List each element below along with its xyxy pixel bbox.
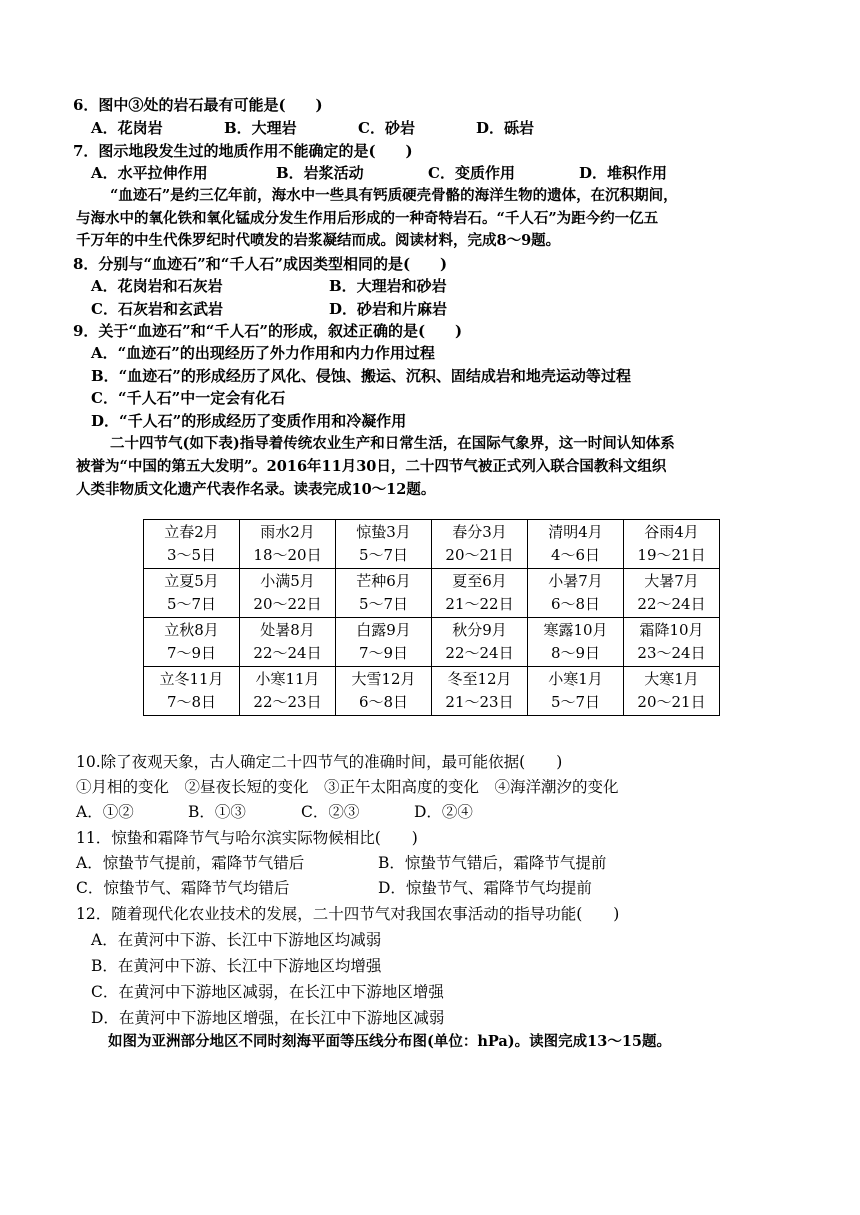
solar-term-name: 大雪12月 xyxy=(351,670,416,688)
solar-term-name: 寒露10月 xyxy=(543,621,608,639)
table-cell xyxy=(528,667,624,716)
solar-term-name: 秋分9月 xyxy=(452,621,507,639)
table-row xyxy=(144,618,720,667)
solar-term-name: 大寒1月 xyxy=(644,670,699,688)
question-7-option-c: C．变质作用 xyxy=(428,164,515,182)
solar-term-name: 小寒11月 xyxy=(255,670,320,688)
solar-term-dates: 7～8日 xyxy=(166,693,217,711)
solar-term-dates: 20～21日 xyxy=(445,546,514,564)
solar-term-name: 谷雨4月 xyxy=(644,523,699,541)
solar-term-dates: 5～7日 xyxy=(166,595,217,613)
table-row xyxy=(144,520,720,569)
table-cell xyxy=(528,520,624,569)
question-11-stem: 11．惊蛰和霜降节气与哈尔滨实际物候相比( ) xyxy=(76,829,418,847)
solar-term-name: 春分3月 xyxy=(452,523,507,541)
question-8-option-b: B．大理岩和砂岩 xyxy=(329,277,447,295)
solar-terms-table xyxy=(143,519,720,716)
solar-term-name: 处暑8月 xyxy=(260,621,315,639)
question-11-option-c: C．惊蛰节气、霜降节气均错后 xyxy=(76,879,290,897)
table-cell xyxy=(432,667,528,716)
question-12-stem: 12．随着现代化农业技术的发展，二十四节气对我国农事活动的指导功能( ) xyxy=(76,905,620,923)
table-cell xyxy=(144,520,240,569)
question-11-option-a: A．惊蛰节气提前，霜降节气错后 xyxy=(76,854,305,872)
solar-term-name: 芒种6月 xyxy=(356,572,411,590)
solar-term-name: 小寒1月 xyxy=(548,670,603,688)
question-8-option-a: A．花岗岩和石灰岩 xyxy=(91,277,223,295)
solar-term-dates: 4～6日 xyxy=(550,546,601,564)
solar-term-dates: 5～7日 xyxy=(358,546,409,564)
question-9-option-d: D．“千人石”的形成经历了变质作用和冷凝作用 xyxy=(91,412,407,430)
table-cell xyxy=(624,667,720,716)
table-cell xyxy=(336,667,432,716)
table-cell xyxy=(240,520,336,569)
table-cell xyxy=(432,618,528,667)
question-6-stem: 6．图中③处的岩石最有可能是( ) xyxy=(73,96,323,114)
solar-term-name: 清明4月 xyxy=(548,523,603,541)
question-12-option-a: A．在黄河中下游、长江中下游地区均减弱 xyxy=(91,931,382,949)
table-cell xyxy=(528,569,624,618)
solar-term-name: 立秋8月 xyxy=(164,621,219,639)
solar-term-name: 雨水2月 xyxy=(260,523,315,541)
question-7-stem: 7．图示地段发生过的地质作用不能确定的是( ) xyxy=(73,142,413,160)
table-row xyxy=(144,569,720,618)
passage-3: 如图为亚洲部分地区不同时刻海平面等压线分布图(单位：hPa)。读图完成13～15题。 xyxy=(108,1033,672,1050)
question-12-option-b: B．在黄河中下游、长江中下游地区均增强 xyxy=(91,957,382,975)
question-10-stem: 10.除了夜观天象，古人确定二十四节气的准确时间，最可能依据( ) xyxy=(76,753,563,771)
question-7-option-b: B．岩浆活动 xyxy=(276,164,364,182)
table-cell xyxy=(240,569,336,618)
table-cell xyxy=(624,618,720,667)
question-12-option-c: C．在黄河中下游地区减弱，在长江中下游地区增强 xyxy=(91,983,444,1001)
question-8-stem: 8．分别与“血迹石”和“千人石”成因类型相同的是( ) xyxy=(73,255,448,273)
solar-term-name: 立夏5月 xyxy=(164,572,219,590)
question-9-option-b: B．“血迹石”的形成经历了风化、侵蚀、搬运、沉积、固结成岩和地壳运动等过程 xyxy=(91,367,631,385)
passage-1-line-1: “血迹石”是约三亿年前，海水中一些具有钙质硬壳骨骼的海洋生物的遗体，在沉积期间， xyxy=(110,187,678,204)
solar-term-dates: 7～9日 xyxy=(358,644,409,662)
solar-term-dates: 5～7日 xyxy=(358,595,409,613)
solar-term-name: 立冬11月 xyxy=(159,670,224,688)
question-6-option-b: B．大理岩 xyxy=(224,119,297,137)
solar-term-dates: 23～24日 xyxy=(637,644,706,662)
solar-term-dates: 22～24日 xyxy=(253,644,322,662)
question-6-option-d: D．砾岩 xyxy=(476,119,535,137)
question-8-option-c: C．石灰岩和玄武岩 xyxy=(91,300,223,318)
solar-term-dates: 6～8日 xyxy=(550,595,601,613)
solar-term-name: 夏至6月 xyxy=(452,572,507,590)
solar-term-name: 霜降10月 xyxy=(639,621,704,639)
solar-term-dates: 22～23日 xyxy=(253,693,322,711)
solar-term-name: 小满5月 xyxy=(260,572,315,590)
question-9-option-c: C．“千人石”中一定会有化石 xyxy=(91,389,286,407)
table-cell xyxy=(624,520,720,569)
table-cell xyxy=(144,618,240,667)
passage-1-line-2: 与海水中的氧化铁和氧化锰成分发生作用后形成的一种奇特岩石。“千人石”为距今约一亿五 xyxy=(76,210,659,227)
solar-term-dates: 18～20日 xyxy=(253,546,322,564)
solar-term-dates: 5～7日 xyxy=(550,693,601,711)
solar-term-name: 大暑7月 xyxy=(644,572,699,590)
question-7-option-d: D．堆积作用 xyxy=(579,164,668,182)
table-cell xyxy=(624,569,720,618)
question-8-option-d: D．砂岩和片麻岩 xyxy=(329,300,448,318)
solar-term-dates: 3～5日 xyxy=(166,546,217,564)
table-cell xyxy=(240,667,336,716)
question-11-option-d: D．惊蛰节气、霜降节气均提前 xyxy=(378,879,592,897)
question-10-option-a: A．①② xyxy=(76,803,134,821)
table-cell xyxy=(144,569,240,618)
question-6-option-a: A．花岗岩 xyxy=(91,119,163,137)
solar-term-dates: 20～21日 xyxy=(637,693,706,711)
solar-term-dates: 22～24日 xyxy=(637,595,706,613)
solar-term-name: 立春2月 xyxy=(164,523,219,541)
question-9-stem: 9．关于“血迹石”和“千人石”的形成，叙述正确的是( ) xyxy=(73,322,463,340)
question-6-option-c: C．砂岩 xyxy=(358,119,415,137)
solar-term-name: 惊蛰3月 xyxy=(356,523,411,541)
solar-term-name: 白露9月 xyxy=(356,621,411,639)
question-10-option-b: B．①③ xyxy=(188,803,246,821)
question-11-option-b: B．惊蛰节气错后，霜降节气提前 xyxy=(378,854,607,872)
table-cell xyxy=(336,618,432,667)
question-10-option-d: D．②④ xyxy=(414,803,473,821)
table-cell xyxy=(240,618,336,667)
question-10-choices: ①月相的变化 ②昼夜长短的变化 ③正午太阳高度的变化 ④海洋潮汐的变化 xyxy=(76,778,619,796)
solar-term-dates: 7～9日 xyxy=(166,644,217,662)
table-cell xyxy=(336,520,432,569)
table-cell xyxy=(528,618,624,667)
table-cell xyxy=(432,520,528,569)
solar-term-name: 冬至12月 xyxy=(447,670,512,688)
table-cell xyxy=(432,569,528,618)
table-cell xyxy=(336,569,432,618)
solar-term-dates: 8～9日 xyxy=(550,644,601,662)
solar-term-name: 小暑7月 xyxy=(548,572,603,590)
table-cell xyxy=(144,667,240,716)
passage-1-line-3: 千万年的中生代侏罗纪时代喷发的岩浆凝结而成。阅读材料，完成8～9题。 xyxy=(76,232,561,249)
question-12-option-d: D．在黄河中下游地区增强，在长江中下游地区减弱 xyxy=(91,1009,445,1027)
question-9-option-a: A．“血迹石”的出现经历了外力作用和内力作用过程 xyxy=(91,344,435,362)
question-7-option-a: A．水平拉伸作用 xyxy=(91,164,208,182)
passage-2-line-2: 被誉为“中国的第五大发明”。2016年11月30日，二十四节气被正式列入联合国教科文组织 xyxy=(76,458,667,475)
passage-2-line-3: 人类非物质文化遗产代表作名录。读表完成10～12题。 xyxy=(76,481,436,498)
solar-term-dates: 22～24日 xyxy=(445,644,514,662)
table-row xyxy=(144,667,720,716)
question-10-option-c: C．②③ xyxy=(301,803,360,821)
passage-2-line-1: 二十四节气(如下表)指导着传统农业生产和日常生活，在国际气象界，这一时间认知体系 xyxy=(110,435,675,452)
solar-term-dates: 21～23日 xyxy=(445,693,514,711)
solar-term-dates: 21～22日 xyxy=(445,595,514,613)
solar-term-dates: 6～8日 xyxy=(358,693,409,711)
solar-term-dates: 20～22日 xyxy=(253,595,322,613)
solar-term-dates: 19～21日 xyxy=(637,546,706,564)
